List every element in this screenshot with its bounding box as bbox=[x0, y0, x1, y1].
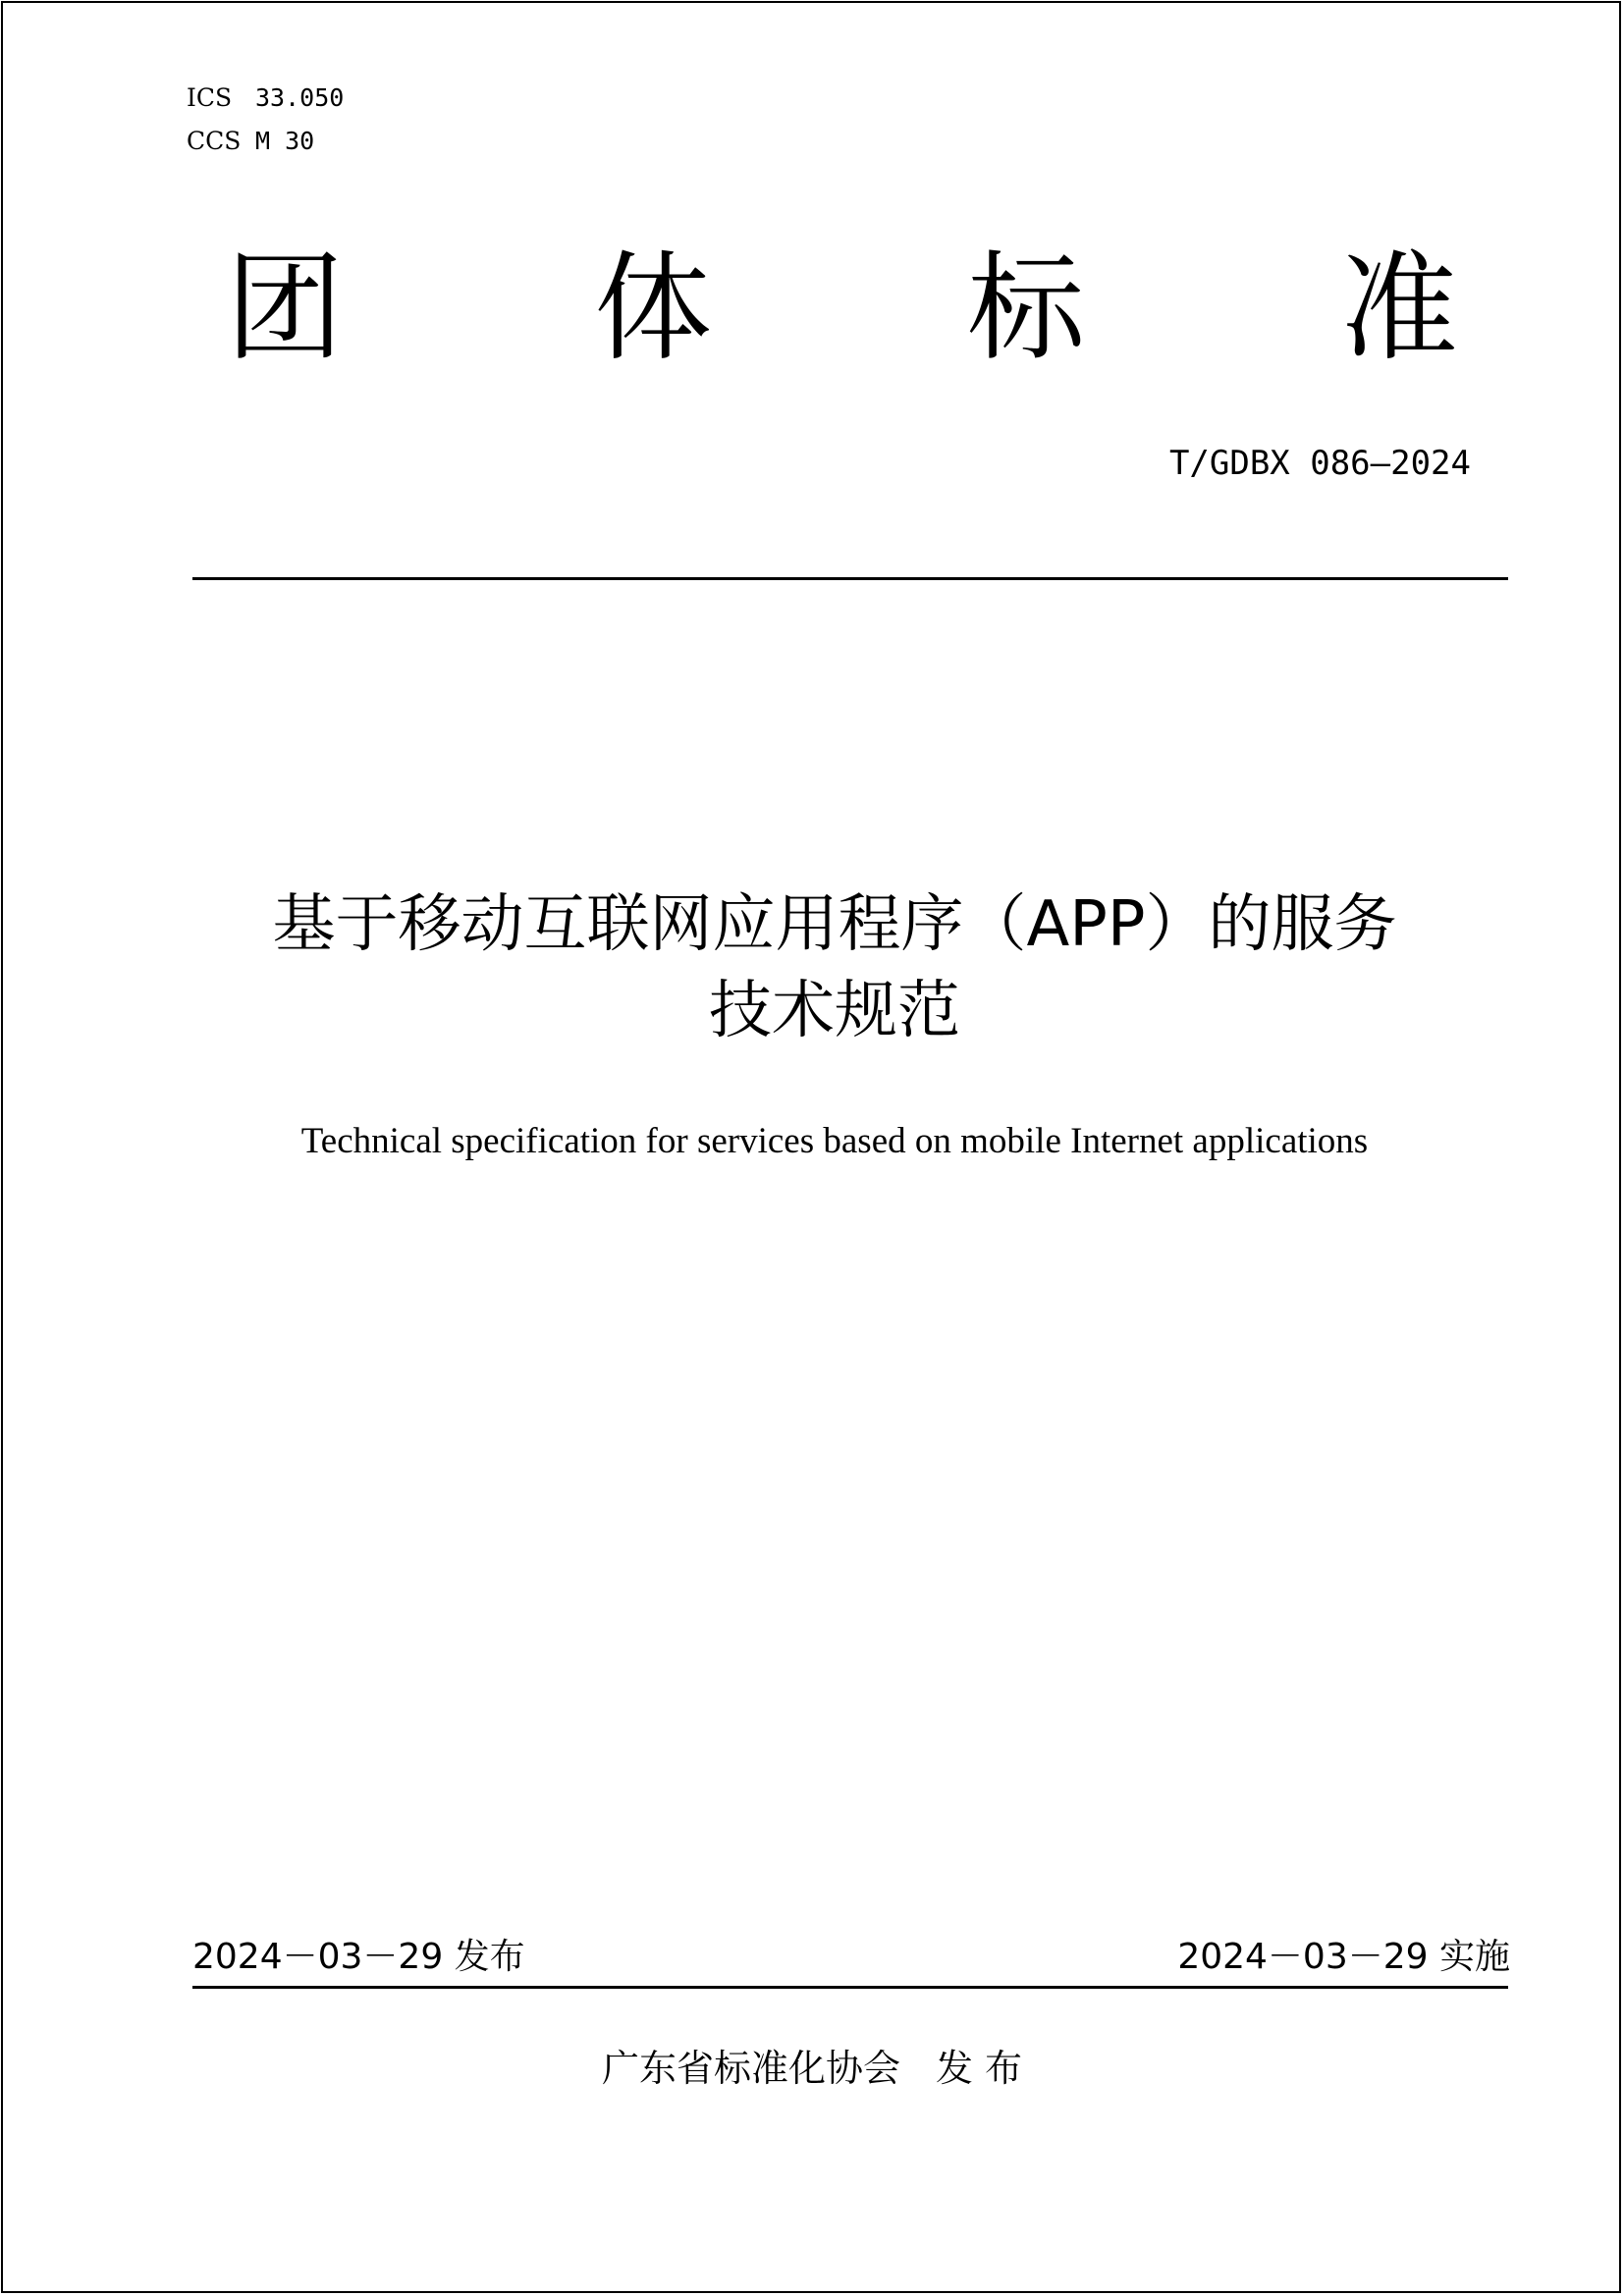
ics-row bbox=[187, 77, 344, 120]
ics-code: 33.050 bbox=[255, 83, 345, 112]
standard-type-char: 体 bbox=[594, 240, 712, 377]
chinese-title-line-1: 基于移动互联网应用程序（APP）的服务 bbox=[272, 888, 1397, 961]
standard-type-char: 标 bbox=[967, 240, 1085, 377]
classification-block bbox=[187, 77, 344, 163]
publisher-line bbox=[0, 2044, 1624, 2093]
chinese-title bbox=[147, 881, 1522, 1054]
standard-type-char: 准 bbox=[1340, 240, 1458, 377]
chinese-title-line-2: 技术规范 bbox=[709, 975, 960, 1047]
standard-number: T/GDBX 086—2024 bbox=[1168, 444, 1471, 483]
standard-type-char: 团 bbox=[226, 240, 344, 377]
english-title: Technical specification for services based on mobile Internet applications bbox=[300, 1121, 1369, 1161]
ics-label: ICS bbox=[187, 83, 233, 112]
footer-divider bbox=[192, 1986, 1508, 1989]
publisher-action: 发 布 bbox=[935, 2047, 1023, 2090]
header-divider bbox=[192, 577, 1508, 580]
publisher-name: 广东省标准化协会 bbox=[601, 2047, 900, 2090]
issue-date: 2024－03－29 发布 bbox=[192, 1937, 525, 1977]
effective-date: 2024－03－29 实施 bbox=[1177, 1937, 1510, 1977]
ccs-label: CCS bbox=[187, 127, 242, 155]
ccs-code: M 30 bbox=[255, 127, 315, 155]
standard-type-heading bbox=[226, 240, 1458, 378]
ccs-row bbox=[187, 120, 344, 163]
